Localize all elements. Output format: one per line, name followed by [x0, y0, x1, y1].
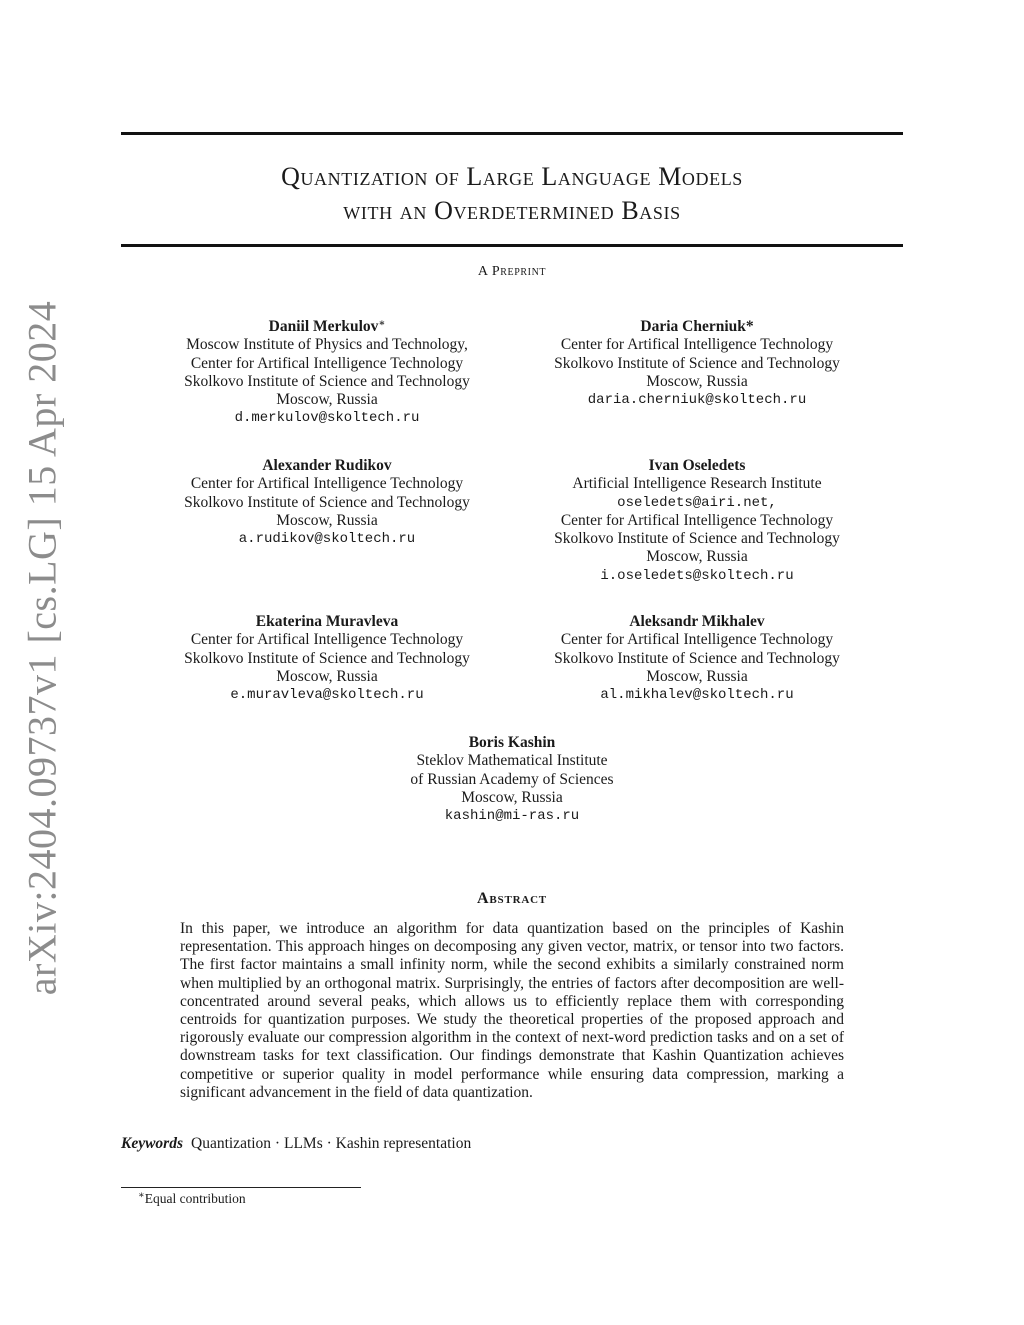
affiliation-line: Center for Artifical Intelligence Technology: [560, 511, 834, 529]
affiliation-line: Moscow, Russia: [276, 391, 378, 409]
author-block-kashin: [345, 734, 679, 825]
title-line-2: with an Overdetermined Basis: [343, 196, 681, 225]
author-block-mikhalev: [530, 613, 864, 704]
affiliation-line: Moscow, Russia: [646, 548, 748, 566]
affiliation-line: Skolkovo Institute of Science and Technology: [554, 354, 840, 372]
author-email[interactable]: al.mikhalev@skoltech.ru: [600, 687, 794, 704]
author-block-rudikov: [160, 457, 494, 548]
author-email[interactable]: oseledets@airi.net,: [617, 494, 777, 511]
affiliation-line: Skolkovo Institute of Science and Technology: [184, 372, 470, 390]
arxiv-identifier: arXiv:2404.09737v1 [cs.LG] 15 Apr 2024: [19, 300, 65, 996]
author-block-merkulov: [160, 318, 494, 428]
author-email[interactable]: a.rudikov@skoltech.ru: [238, 531, 416, 548]
author-email[interactable]: i.oseledets@skoltech.ru: [600, 567, 794, 584]
author-name: Ekaterina Muravleva: [255, 613, 399, 630]
affiliation-line: Skolkovo Institute of Science and Technology: [184, 649, 470, 667]
affiliation-line: Center for Artifical Intelligence Technology: [560, 631, 834, 649]
author-email[interactable]: d.merkulov@skoltech.ru: [234, 410, 420, 427]
author-block-oseledets: [530, 457, 864, 585]
author-email[interactable]: e.muravleva@skoltech.ru: [230, 687, 424, 704]
author-block-cherniuk: [530, 318, 864, 409]
author-name: Daria Cherniuk*: [640, 318, 754, 335]
author-block-muravleva: [160, 613, 494, 704]
affiliation-line: Center for Artifical Intelligence Technology: [190, 631, 464, 649]
author-name: Ivan Oseledets: [648, 457, 746, 474]
affiliation-line: Moscow, Russia: [276, 667, 378, 685]
footnote: [138, 1190, 246, 1208]
affiliation-line: Artificial Intelligence Research Institute: [572, 475, 822, 493]
abstract-heading: Abstract: [477, 890, 547, 907]
author-name: Daniil Merkulov∗: [268, 318, 386, 335]
title-bottom-rule: [121, 244, 903, 247]
affiliation-line: Center for Artifical Intelligence Technology: [190, 475, 464, 493]
affiliation-line: Moscow, Russia: [276, 511, 378, 529]
author-email[interactable]: kashin@mi-ras.ru: [444, 808, 580, 825]
abstract-text: In this paper, we introduce an algorithm for data quantization based on the principles of Kashin representation. This approach hinges on decomposing any given vector, matrix, or tensor into two factors. The first factor maintains a small infinity norm, while the second exhibits a similarly constrained norm when multiplied by an orthogonal matrix. Surprisingly, the entries of factors after decomposition are well-concentrated around several peaks, which allows us to efficiently replace them with corresponding centroids for quantization purposes. We study the theoretical properties of the proposed approach and rigorously evaluate our compression algorithm in the context of next-word prediction tasks and on a set of downstream tasks for text classification. Our findings demonstrate that Kashin Quantization achieves competitive or superior quality in model performance while ensuring data compression, marking a significant advancement in the field of data quantization.: [180, 920, 844, 1101]
title-line-1: Quantization of Large Language Models: [281, 162, 743, 191]
title-top-rule: [121, 132, 903, 135]
affiliation-line: Steklov Mathematical Institute: [416, 752, 608, 770]
affiliation-line: Skolkovo Institute of Science and Technology: [184, 493, 470, 511]
affiliation-line: Moscow, Russia: [461, 788, 563, 806]
affiliation-line: Skolkovo Institute of Science and Technology: [554, 649, 840, 667]
keywords-label: Keywords: [121, 1135, 183, 1152]
footnote-mark: ∗: [138, 1190, 145, 1201]
affiliation-line: of Russian Academy of Sciences: [410, 770, 614, 788]
footnote-text: Equal contribution: [144, 1191, 246, 1206]
affiliation-line: Skolkovo Institute of Science and Technology: [554, 530, 840, 548]
author-email[interactable]: daria.cherniuk@skoltech.ru: [587, 392, 807, 409]
author-name: Aleksandr Mikhalev: [629, 613, 765, 630]
affiliation-line: Center for Artifical Intelligence Technology: [190, 354, 464, 372]
keywords-text: Quantization · LLMs · Kashin representation: [191, 1135, 472, 1152]
affiliation-line: Moscow Institute of Physics and Technology,: [186, 336, 468, 354]
author-name: Alexander Rudikov: [262, 457, 392, 474]
affiliation-line: Center for Artifical Intelligence Technology: [560, 336, 834, 354]
footnote-rule: [121, 1187, 361, 1188]
preprint-label: A Preprint: [477, 264, 547, 279]
affiliation-line: Moscow, Russia: [646, 372, 748, 390]
paper-title: [121, 160, 903, 228]
affiliation-line: Moscow, Russia: [646, 667, 748, 685]
author-name: Boris Kashin: [468, 734, 556, 751]
keywords-line: [121, 1134, 471, 1154]
